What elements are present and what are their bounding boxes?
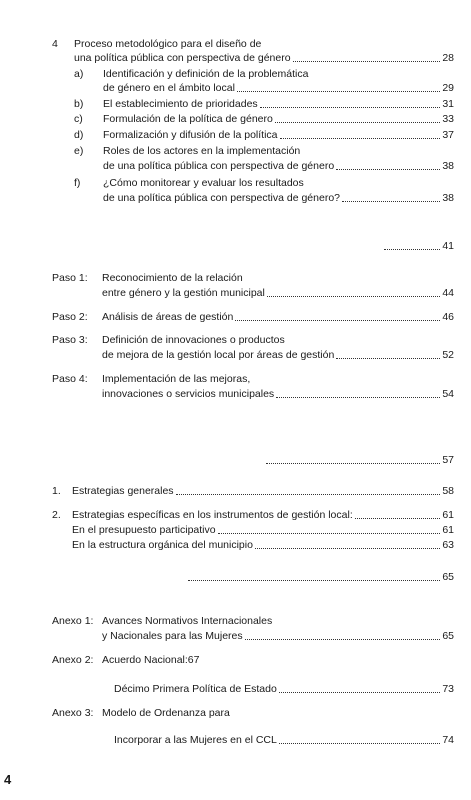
- dot-leader: [336, 169, 440, 170]
- strategy-text: Estrategias específicas en los instrumentos de gestión local:: [72, 509, 353, 521]
- dot-leader: [218, 533, 441, 534]
- dot-leader: [355, 518, 441, 519]
- toc-entry: [103, 97, 454, 111]
- paso-label: Paso 2:: [52, 311, 88, 323]
- toc-entry: [103, 112, 454, 126]
- toc-entry-untitled: [382, 239, 454, 253]
- toc-entry: [102, 387, 454, 401]
- dot-leader: [293, 61, 441, 62]
- toc-entry: [72, 523, 454, 537]
- dot-leader: [279, 692, 440, 693]
- toc-entry-untitled: [264, 453, 454, 467]
- toc-entry: [103, 81, 454, 95]
- anexo-line1: Avances Normativos Internacionales: [102, 615, 273, 627]
- strategy-label: 2.: [52, 509, 61, 521]
- page-ref: 33: [442, 113, 454, 125]
- paso-line2: entre género y la gestión municipal: [102, 287, 265, 299]
- page-ref: 52: [442, 349, 454, 361]
- item-line2: de una política pública con perspectiva de género?: [103, 192, 340, 204]
- toc-entry: [72, 538, 454, 552]
- page-ref: 38: [442, 192, 454, 204]
- dot-leader: [255, 548, 440, 549]
- section-title-entry: [74, 51, 454, 65]
- page-ref: 37: [442, 129, 454, 141]
- page-ref: 74: [442, 734, 454, 746]
- item-label: a): [74, 68, 84, 80]
- item-line2: de una política pública con perspectiva de género: [103, 160, 335, 172]
- paso-label: Paso 1:: [52, 272, 88, 284]
- paso-line1: Definición de innovaciones o productos: [102, 334, 285, 346]
- item-label: f): [74, 177, 81, 189]
- dot-leader: [237, 91, 440, 92]
- dot-leader: [266, 463, 440, 464]
- dot-leader: [188, 580, 440, 581]
- paso-line1: Análisis de áreas de gestión: [102, 311, 234, 323]
- page-ref: 44: [442, 287, 454, 299]
- page-ref: 65: [442, 630, 454, 642]
- dot-leader: [235, 320, 440, 321]
- toc-entry: [114, 682, 454, 696]
- page-ref: 38: [442, 160, 454, 172]
- page-ref: 73: [442, 683, 454, 695]
- strategy-text: Estrategias generales: [72, 485, 174, 497]
- page-ref: 63: [442, 539, 454, 551]
- toc-entry: [103, 191, 454, 205]
- page-ref: 61: [442, 509, 454, 521]
- page-ref: 41: [442, 240, 454, 252]
- dot-leader: [260, 107, 441, 108]
- toc-entry: [72, 484, 454, 498]
- paso-label: Paso 3:: [52, 334, 88, 346]
- sub-strategy-text: En la estructura orgánica del municipio: [72, 539, 253, 551]
- item-label: d): [74, 129, 84, 141]
- dot-leader: [275, 122, 440, 123]
- section-number: 4: [52, 38, 58, 50]
- item-line1: Roles de los actores en la implementación: [103, 145, 301, 157]
- toc-entry: [102, 629, 454, 643]
- page-ref: 57: [442, 454, 454, 466]
- dot-leader: [245, 639, 441, 640]
- toc-entry: [114, 733, 454, 747]
- dot-leader: [280, 138, 441, 139]
- anexo-line2: y Nacionales para las Mujeres: [102, 630, 243, 642]
- item-line1: El establecimiento de prioridades: [103, 98, 258, 110]
- item-label: b): [74, 98, 84, 110]
- toc-entry: [102, 348, 454, 362]
- dot-leader: [267, 296, 440, 297]
- page-ref: 65: [442, 571, 454, 583]
- toc-entry: [72, 508, 454, 522]
- anexo-label: Anexo 3:: [52, 707, 94, 719]
- dot-leader: [176, 494, 441, 495]
- page-ref: 54: [442, 388, 454, 400]
- strategy-label: 1.: [52, 485, 61, 497]
- dot-leader: [342, 201, 440, 202]
- item-label: e): [74, 145, 84, 157]
- dot-leader: [276, 397, 440, 398]
- item-line1: Formalización y difusión de la política: [103, 129, 278, 141]
- page-number: 4: [4, 772, 12, 787]
- anexo-label: Anexo 1:: [52, 615, 94, 627]
- section-title-line2: una política pública con perspectiva de género: [74, 52, 291, 64]
- toc-entry: [102, 286, 454, 300]
- paso-line1: Reconocimiento de la relación: [102, 272, 243, 284]
- anexo-label: Anexo 2:: [52, 654, 94, 666]
- page-ref: 58: [442, 485, 454, 497]
- item-label: c): [74, 113, 83, 125]
- paso-label: Paso 4:: [52, 373, 88, 385]
- toc-entry-untitled: [186, 570, 454, 584]
- sub-strategy-text: En el presupuesto participativo: [72, 524, 216, 536]
- toc-entry: [103, 159, 454, 173]
- page-ref: 28: [442, 52, 454, 64]
- page-ref: 29: [442, 82, 454, 94]
- page-ref: 61: [442, 524, 454, 536]
- toc-entry: [103, 128, 454, 142]
- dot-leader: [384, 249, 440, 250]
- item-line1: ¿Cómo monitorear y evaluar los resultados: [103, 177, 304, 189]
- anexo-line1: Acuerdo Nacional:67: [102, 654, 200, 666]
- page-ref: 31: [442, 98, 454, 110]
- section-title-line1: Proceso metodológico para el diseño de: [74, 38, 262, 50]
- page-ref: 46: [442, 311, 454, 323]
- dot-leader: [336, 358, 440, 359]
- anexo-line2: Incorporar a las Mujeres en el CCL: [114, 734, 277, 746]
- dot-leader: [279, 743, 440, 744]
- item-line2: de género en el ámbito local: [103, 82, 235, 94]
- anexo-line2: Décimo Primera Política de Estado: [114, 683, 277, 695]
- paso-line2: de mejora de la gestión local por áreas de gestión: [102, 349, 335, 361]
- toc-entry: [102, 310, 454, 324]
- paso-line2: innovaciones o servicios municipales: [102, 388, 275, 400]
- item-line1: Formulación de la política de género: [103, 113, 273, 125]
- paso-line1: Implementación de las mejoras,: [102, 373, 251, 385]
- item-line1: Identificación y definición de la problemática: [103, 68, 309, 80]
- anexo-line1: Modelo de Ordenanza para: [102, 707, 230, 719]
